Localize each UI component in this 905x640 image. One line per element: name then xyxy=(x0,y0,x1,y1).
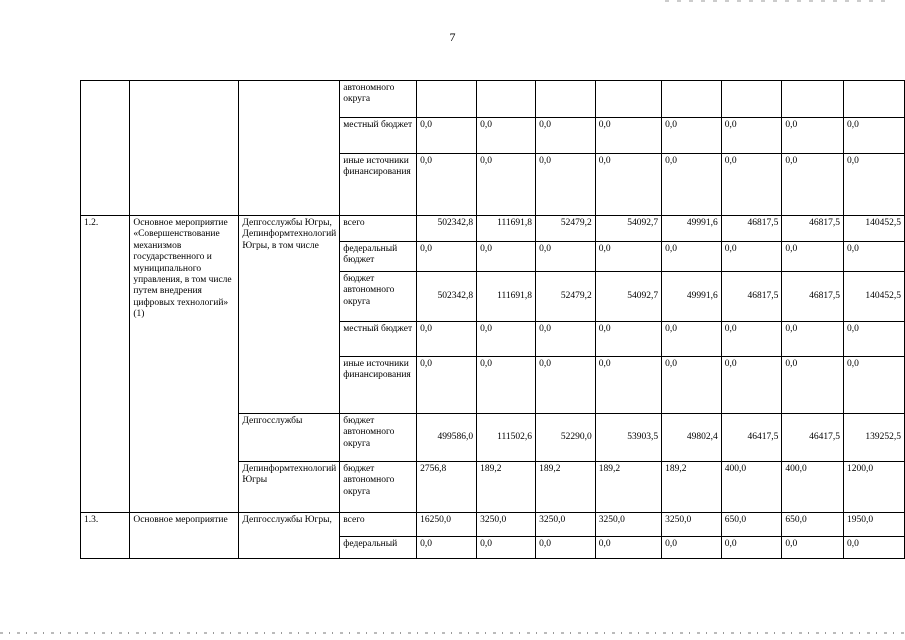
value-cell: 0,0 xyxy=(595,322,661,357)
value-cell: 0,0 xyxy=(477,154,536,216)
value-cell: 2756,8 xyxy=(417,462,477,513)
value-cell: 1200,0 xyxy=(844,462,905,513)
value-cell: 3250,0 xyxy=(662,513,722,537)
value-cell: 49991,6 xyxy=(662,216,722,242)
activity-cell xyxy=(130,81,239,216)
value-cell: 0,0 xyxy=(417,242,477,272)
activity-name: Основное мероприятие «Совершенствование механизмов государственного и муниципального управления, в том числе путем внедрения цифровых технологий» (1) xyxy=(130,216,239,513)
value-cell: 0,0 xyxy=(417,322,477,357)
value-cell: 0,0 xyxy=(844,357,905,414)
value-cell xyxy=(417,81,477,118)
table-row xyxy=(81,81,905,118)
value-cell: 189,2 xyxy=(536,462,596,513)
value-cell: 499586,0 xyxy=(417,414,477,462)
value-cell: 111691,8 xyxy=(477,272,536,322)
value-cell: 3250,0 xyxy=(536,513,596,537)
value-cell xyxy=(782,81,844,118)
value-cell: 0,0 xyxy=(417,118,477,154)
value-cell: 0,0 xyxy=(477,118,536,154)
value-cell: 53903,5 xyxy=(595,414,661,462)
value-cell: 0,0 xyxy=(721,357,782,414)
value-cell: 189,2 xyxy=(662,462,722,513)
value-cell: 46817,5 xyxy=(782,216,844,242)
value-cell: 0,0 xyxy=(417,537,477,559)
value-cell: 0,0 xyxy=(662,357,722,414)
funding-source: местный бюджет xyxy=(340,322,417,357)
executor-cell xyxy=(239,81,340,216)
financing-table xyxy=(80,80,905,559)
value-cell: 0,0 xyxy=(536,322,596,357)
value-cell: 650,0 xyxy=(721,513,782,537)
value-cell: 0,0 xyxy=(595,242,661,272)
value-cell: 0,0 xyxy=(721,537,782,559)
funding-source: местный бюджет xyxy=(340,118,417,154)
program-code-cell xyxy=(81,81,130,216)
value-cell: 0,0 xyxy=(782,154,844,216)
value-cell: 3250,0 xyxy=(477,513,536,537)
funding-source: бюджет автономного округа xyxy=(340,414,417,462)
value-cell: 0,0 xyxy=(782,537,844,559)
value-cell: 0,0 xyxy=(844,154,905,216)
value-cell: 0,0 xyxy=(782,242,844,272)
funding-source: федеральный xyxy=(340,537,417,559)
value-cell: 0,0 xyxy=(721,322,782,357)
value-cell: 0,0 xyxy=(721,242,782,272)
executor-name: Депгосслужбы Югры, xyxy=(239,513,340,559)
value-cell: 0,0 xyxy=(595,118,661,154)
value-cell: 0,0 xyxy=(844,242,905,272)
value-cell: 0,0 xyxy=(662,118,722,154)
scan-artifact-bottom xyxy=(0,632,905,634)
value-cell: 0,0 xyxy=(536,118,596,154)
activity-name: Основное мероприятие xyxy=(130,513,239,559)
value-cell: 400,0 xyxy=(782,462,844,513)
funding-source: бюджет автономного округа xyxy=(340,462,417,513)
value-cell: 54092,7 xyxy=(595,216,661,242)
value-cell: 111502,6 xyxy=(477,414,536,462)
value-cell: 0,0 xyxy=(536,357,596,414)
scan-artifact-top xyxy=(665,0,885,2)
value-cell: 0,0 xyxy=(477,242,536,272)
value-cell: 0,0 xyxy=(844,118,905,154)
value-cell xyxy=(721,81,782,118)
value-cell: 140452,5 xyxy=(844,216,905,242)
value-cell: 52479,2 xyxy=(536,272,596,322)
value-cell: 54092,7 xyxy=(595,272,661,322)
value-cell: 0,0 xyxy=(536,154,596,216)
value-cell: 0,0 xyxy=(536,242,596,272)
program-code: 1.3. xyxy=(81,513,130,559)
value-cell: 0,0 xyxy=(595,537,661,559)
funding-source: автономного округа xyxy=(340,81,417,118)
table-row xyxy=(81,513,905,537)
page-number: 7 xyxy=(449,30,456,44)
value-cell xyxy=(662,81,722,118)
value-cell: 46417,5 xyxy=(782,414,844,462)
funding-source: бюджет автономного округа xyxy=(340,272,417,322)
value-cell: 0,0 xyxy=(477,322,536,357)
value-cell: 0,0 xyxy=(844,537,905,559)
executor-name: Депинформтехнологий Югры xyxy=(239,462,340,513)
value-cell: 46817,5 xyxy=(721,216,782,242)
value-cell: 0,0 xyxy=(595,154,661,216)
value-cell: 3250,0 xyxy=(595,513,661,537)
executor-name: Депгосслужбы xyxy=(239,414,340,462)
value-cell: 0,0 xyxy=(721,154,782,216)
funding-source: всего xyxy=(340,513,417,537)
value-cell: 52290,0 xyxy=(536,414,596,462)
value-cell: 139252,5 xyxy=(844,414,905,462)
value-cell: 0,0 xyxy=(844,322,905,357)
value-cell: 46817,5 xyxy=(721,272,782,322)
value-cell: 0,0 xyxy=(417,357,477,414)
value-cell xyxy=(595,81,661,118)
value-cell: 0,0 xyxy=(477,357,536,414)
funding-source: всего xyxy=(340,216,417,242)
value-cell: 0,0 xyxy=(417,154,477,216)
value-cell: 189,2 xyxy=(595,462,661,513)
value-cell xyxy=(477,81,536,118)
value-cell: 0,0 xyxy=(721,118,782,154)
value-cell: 650,0 xyxy=(782,513,844,537)
value-cell: 502342,8 xyxy=(417,272,477,322)
value-cell: 16250,0 xyxy=(417,513,477,537)
value-cell: 0,0 xyxy=(782,357,844,414)
value-cell: 0,0 xyxy=(662,242,722,272)
value-cell: 0,0 xyxy=(782,118,844,154)
value-cell xyxy=(536,81,596,118)
value-cell: 400,0 xyxy=(721,462,782,513)
value-cell: 46817,5 xyxy=(782,272,844,322)
executor-name: Депгосслужбы Югры, Депинформтехнологий Югры, в том числе xyxy=(239,216,340,414)
value-cell: 49802,4 xyxy=(662,414,722,462)
value-cell: 0,0 xyxy=(595,357,661,414)
value-cell: 189,2 xyxy=(477,462,536,513)
funding-source: иные источники финансирования xyxy=(340,154,417,216)
value-cell: 46417,5 xyxy=(721,414,782,462)
value-cell: 0,0 xyxy=(782,322,844,357)
table-row xyxy=(81,216,905,242)
value-cell xyxy=(844,81,905,118)
program-code: 1.2. xyxy=(81,216,130,513)
value-cell: 0,0 xyxy=(662,154,722,216)
funding-source: федеральный бюджет xyxy=(340,242,417,272)
value-cell: 52479,2 xyxy=(536,216,596,242)
value-cell: 140452,5 xyxy=(844,272,905,322)
value-cell: 49991,6 xyxy=(662,272,722,322)
funding-source: иные источники финансирования xyxy=(340,357,417,414)
value-cell: 0,0 xyxy=(477,537,536,559)
value-cell: 0,0 xyxy=(662,537,722,559)
value-cell: 111691,8 xyxy=(477,216,536,242)
value-cell: 1950,0 xyxy=(844,513,905,537)
value-cell: 0,0 xyxy=(662,322,722,357)
value-cell: 502342,8 xyxy=(417,216,477,242)
value-cell: 0,0 xyxy=(536,537,596,559)
